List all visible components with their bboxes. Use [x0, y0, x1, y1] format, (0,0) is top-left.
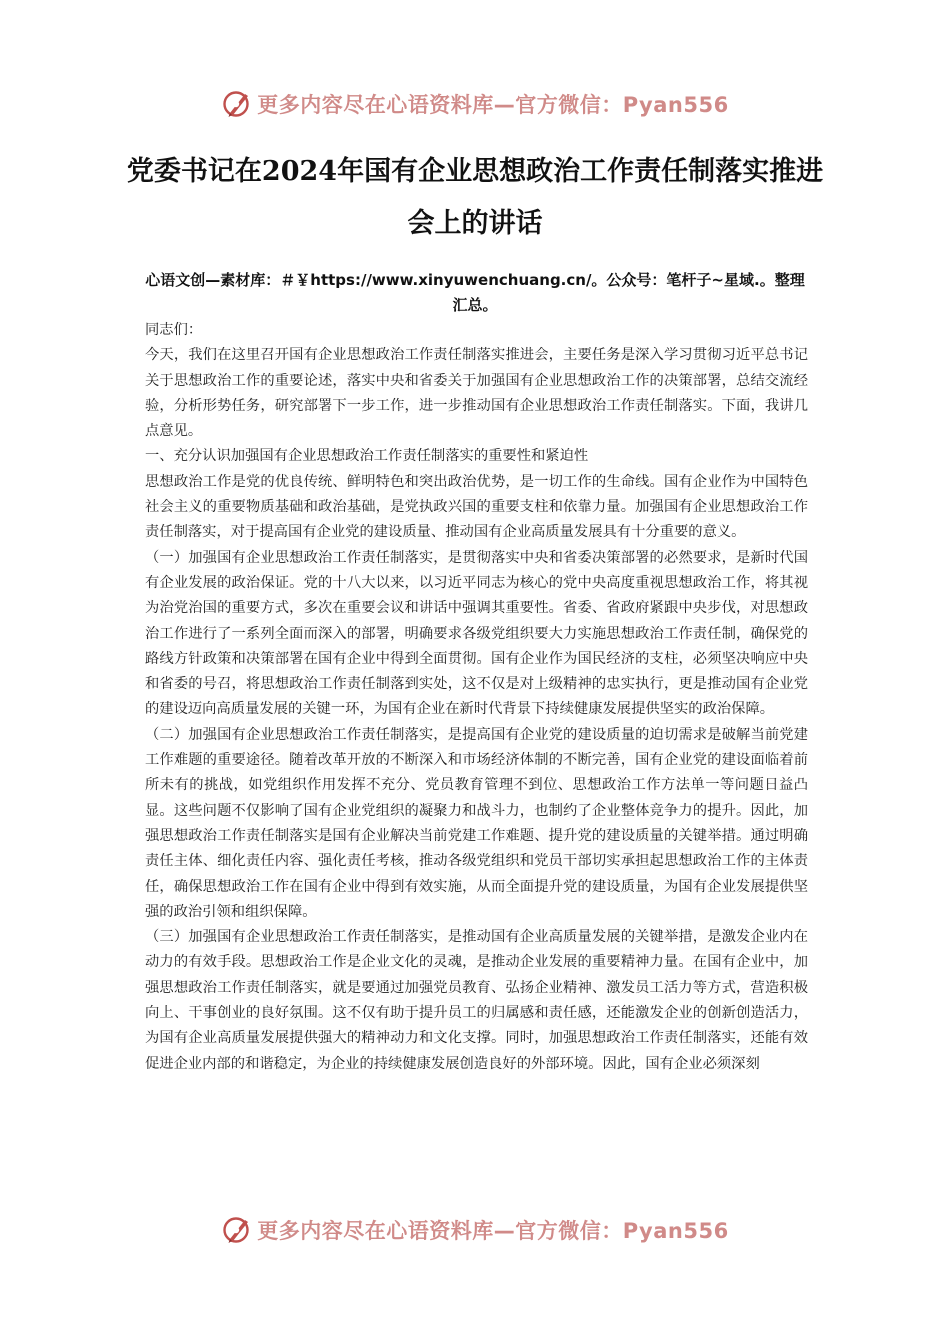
- source-attribution: 心语文创—素材库：＃￥https://www.xinyuwenchuang.cn/。公众号：笔杆子~星域.。整理汇总。: [145, 271, 805, 314]
- body-paragraph: （一）加强国有企业思想政治工作责任制落实，是贯彻落实中央和省委决策部署的必然要求，是新时代国有企业发展的政治保证。党的十八大以来，以习近平同志为核心的党中央高度重视思想政治工作，将其视为治党治国的重要方式，多次在重要会议和讲话中强调其重要性。省委、省政府紧跟中央步伐，对思想政治工作进行了一系列全面而深入的部署，明确要求各级党组织要大力实施思想政治工作责任制，确保党的路线方针政策和决策部署在国有企业中得到全面贯彻。国有企业作为国民经济的支柱，必须坚决响应中央和省委的号召，将思想政治工作责任制落到实处，这不仅是对上级精神的忠实执行，更是推动国有企业党的建设迈向高质量发展的关键一环，为国有企业在新时代背景下持续健康发展提供坚实的政治保障。: [145, 549, 808, 718]
- salutation: 同志们：: [145, 322, 203, 338]
- pen-circle-logo-icon: [221, 1214, 253, 1246]
- pen-circle-logo-icon: [221, 88, 253, 120]
- document-title: 党委书记在2024年国有企业思想政治工作责任制落实推进会上的讲话: [126, 156, 824, 239]
- header-watermark-banner: [0, 84, 950, 124]
- body-paragraph: 思想政治工作是党的优良传统、鲜明特色和突出政治优势，是一切工作的生命线。国有企业作为中国特色社会主义的重要物质基础和政治基础，是党执政兴国的重要支柱和依靠力量。加强国有企业思想政治工作责任制落实，对于提高国有企业党的建设质量、推动国有企业高质量发展具有十分重要的意义。: [145, 473, 808, 541]
- body-paragraph: （三）加强国有企业思想政治工作责任制落实，是推动国有企业高质量发展的关键举措，是激发企业内在动力的有效手段。思想政治工作是企业文化的灵魂，是推动企业发展的重要精神力量。在国有企业中，加强思想政治工作责任制落实，就是要通过加强党员教育、弘扬企业精神、激发员工活力等方式，营造积极向上、干事创业的良好氛围。这不仅有助于提升员工的归属感和责任感，还能激发企业的创新创造活力，为国有企业高质量发展提供强大的精神动力和文化支撑。同时，加强思想政治工作责任制落实，还能有效促进企业内部的和谐稳定，为企业的持续健康发展创造良好的外部环境。因此，国有企业必须深刻: [145, 929, 808, 1072]
- document-body: [145, 318, 808, 1077]
- footer-watermark-banner: [0, 1210, 950, 1250]
- watermark-text: 更多内容尽在心语资料库—官方微信：Pyan556: [257, 93, 729, 117]
- watermark-text: 更多内容尽在心语资料库—官方微信：Pyan556: [257, 1219, 729, 1243]
- section-heading: 一、充分认识加强国有企业思想政治工作责任制落实的重要性和紧迫性: [145, 448, 589, 465]
- body-paragraph: 今天，我们在这里召开国有企业思想政治工作责任制落实推进会，主要任务是深入学习贯彻习近平总书记关于思想政治工作的重要论述，落实中央和省委关于加强国有企业思想政治工作的决策部署，总结交流经验，分析形势任务，研究部署下一步工作，进一步推动国有企业思想政治工作责任制落实。下面，我讲几点意见。: [145, 347, 808, 440]
- body-paragraph: （二）加强国有企业思想政治工作责任制落实，是提高国有企业党的建设质量的迫切需求是破解当前党建工作难题的重要途径。随着改革开放的不断深入和市场经济体制的不断完善，国有企业党的建设面临着前所未有的挑战，如党组织作用发挥不充分、党员教育管理不到位、思想政治工作方法单一等问题日益凸显。这些问题不仅影响了国有企业党组织的凝聚力和战斗力，也制约了企业整体竞争力的提升。因此，加强思想政治工作责任制落实是国有企业解决当前党建工作难题、提升党的建设质量的关键举措。通过明确责任主体、细化责任内容、强化责任考核，推动各级党组织和党员干部切实承担起思想政治工作的主体责任，确保思想政治工作在国有企业中得到有效实施，从而全面提升党的建设质量，为国有企业发展提供坚强的政治引领和组织保障。: [145, 726, 808, 920]
